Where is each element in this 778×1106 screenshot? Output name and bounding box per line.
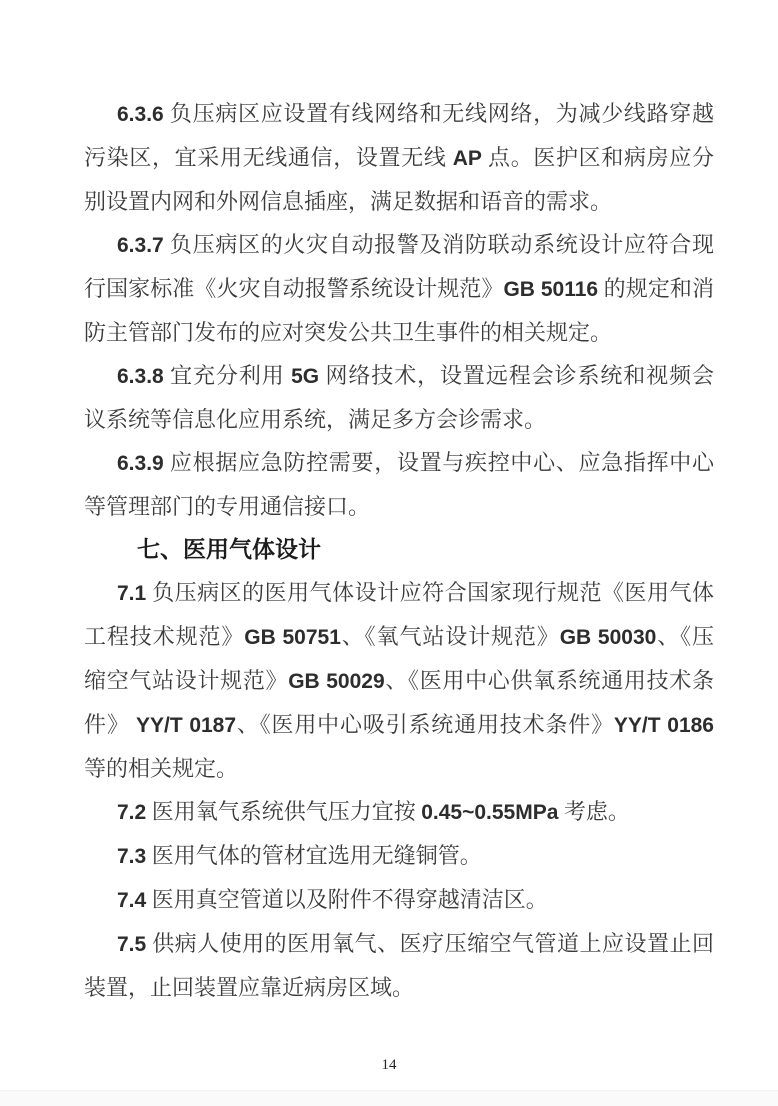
paragraph-6-3-7: 6.3.7 负压病区的火灾自动报警及消防联动系统设计应符合现行国家标准《火灾自动报警系统设计规范》GB 50116 的规定和消防主管部门发布的应对突发公共卫生事件的相关规定。 xyxy=(84,232,714,345)
paragraph-7-4: 7.4 医用真空管道以及附件不得穿越清洁区。 xyxy=(117,887,548,912)
section-heading-medical-gas-design: 七、医用气体设计 xyxy=(137,536,321,562)
paragraph-7-5: 7.5 供病人使用的医用氧气、医疗压缩空气管道上应设置止回装置，止回装置应靠近病房区域。 xyxy=(84,931,714,1000)
page-content xyxy=(84,92,714,1009)
paragraph-6-3-8: 6.3.8 宜充分利用 5G 网络技术，设置远程会诊系统和视频会议系统等信息化应用系统，满足多方会诊需求。 xyxy=(84,363,714,432)
page-bottom-edge xyxy=(0,1090,778,1106)
page-number: 14 xyxy=(381,1057,397,1073)
paragraph-6-3-9: 6.3.9 应根据应急防控需要，设置与疾控中心、应急指挥中心等管理部门的专用通信接口。 xyxy=(84,450,714,519)
paragraph-6-3-6: 6.3.6 负压病区应设置有线网络和无线网络，为减少线路穿越污染区，宜采用无线通信，设置无线 AP 点。医护区和病房应分别设置内网和外网信息插座，满足数据和语音的需求。 xyxy=(84,101,714,214)
paragraph-7-2: 7.2 医用氧气系统供气压力宜按 0.45~0.55MPa 考虑。 xyxy=(117,799,630,824)
paragraph-7-3: 7.3 医用气体的管材宜选用无缝铜管。 xyxy=(117,843,482,868)
paragraph-7-1: 7.1 负压病区的医用气体设计应符合国家现行规范《医用气体工程技术规范》GB 50751、《氧气站设计规范》GB 50030、《压缩空气站设计规范》GB 50029、《医用中心供氧系统通用技术条件》 YY/T 0187、《医用中心吸引系统通用技术条件》YY/T 0186 等的相关规定。 xyxy=(84,580,714,781)
